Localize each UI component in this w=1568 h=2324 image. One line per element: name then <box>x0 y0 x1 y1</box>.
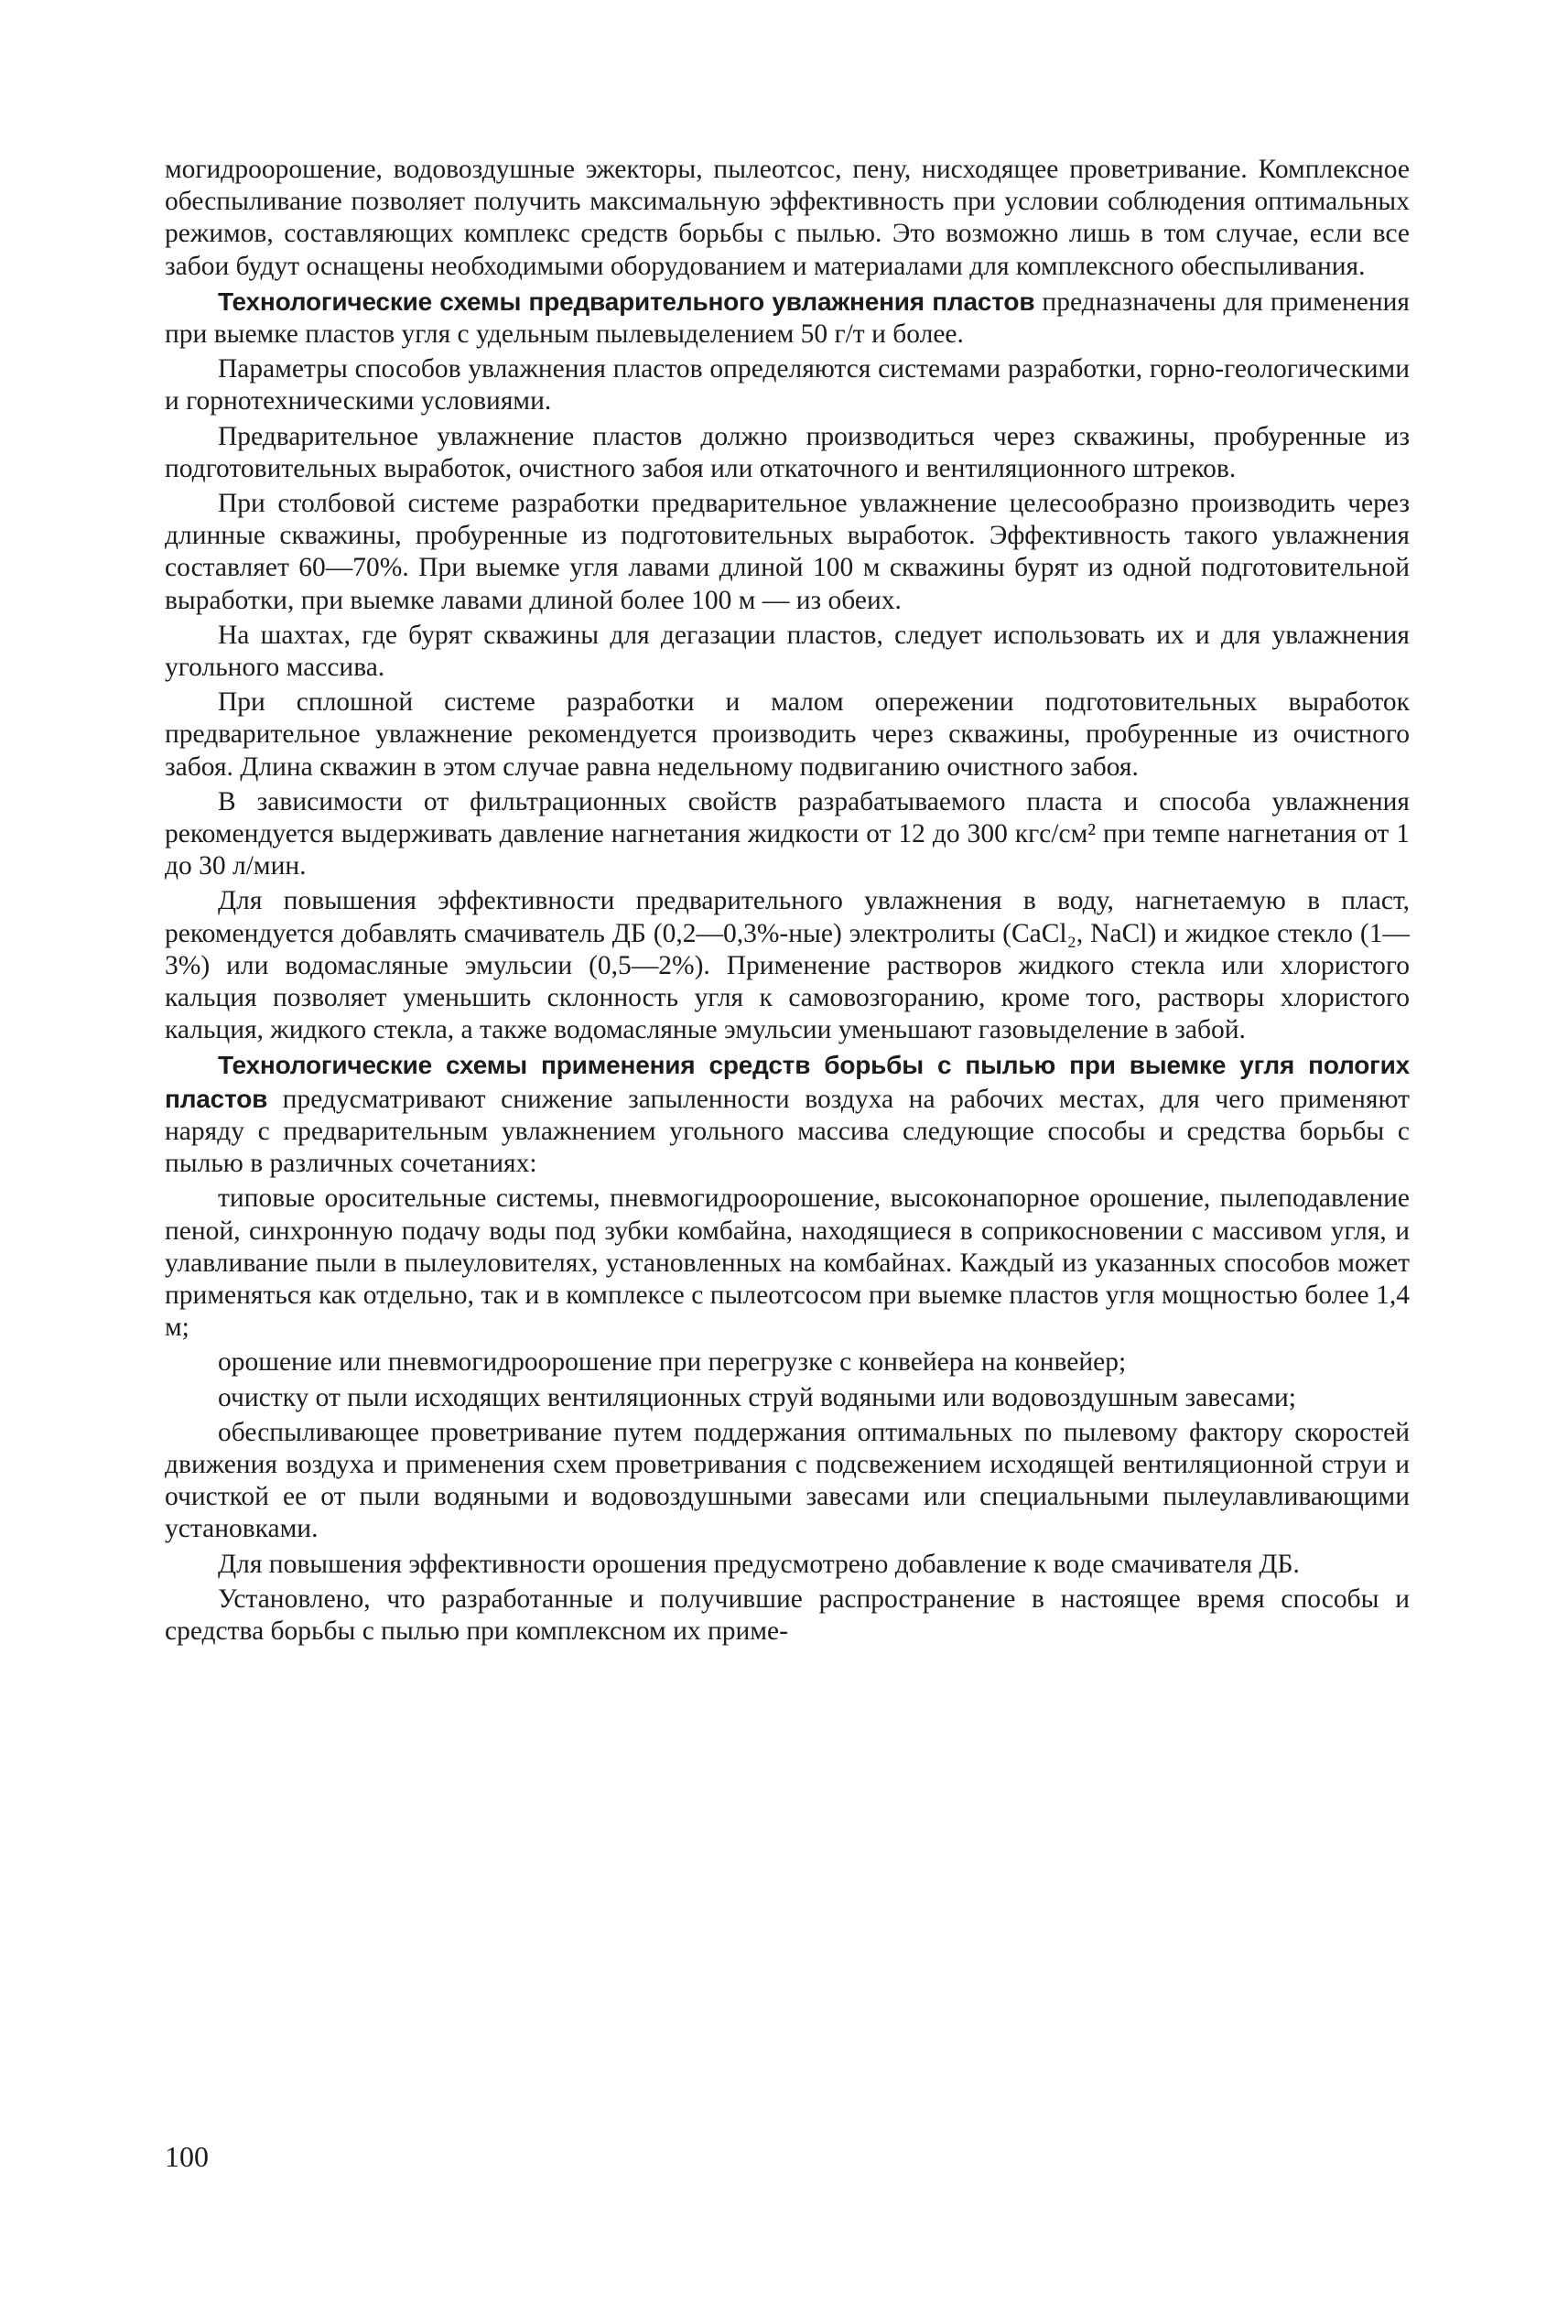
paragraph-wells <box>165 421 1410 485</box>
paragraph-continuous-system <box>165 686 1410 784</box>
paragraph-injection-pressure <box>165 786 1410 883</box>
paragraph-text: Для повышения эффективности орошения предусмотрено добавление к воде смачивателя ДБ. <box>218 1549 1300 1579</box>
paragraph-text: типовые оросительные системы, пневмогидроорошение, высоконапорное орошение, пылеподавление пеной, синхронную подачу воды под зубки комбайна, находящиеся в соприкосновении с массивом угля, и улавливание пыли в пылеуловителях, установленных на комбайнах. Каждый из указанных способов может применяться как отдельно, так и в комплексе с пылеотсосом при выемке пластов угля мощностью более 1,4 м; <box>165 1184 1410 1343</box>
paragraph-text: При столбовой системе разработки предварительное увлажнение целесообразно производить через длинные скважины, пробуренные из подготовительных выработок. Эффективность такого увлажнения составляет 60—70%. При выемке угля лавами длиной 100 м скважины бурят из одной подготовительной выработки, при выемке лавами длиной более 100 м — из обеих. <box>165 489 1410 615</box>
paragraph-text: предусматривают снижение запыленности воздуха на рабочих местах, для чего применяют наряду с предварительным увлажнением угольного массива следующие способы и средства борьбы с пылью в различных сочетаниях: <box>165 1084 1410 1179</box>
paragraph-wetting-agent <box>165 1549 1410 1581</box>
paragraph-text: В зависимости от фильтрационных свойств разрабатываемого пласта и способа увлажнения рекомендуется выдерживать давление нагнетания жидкости от 12 до 300 кгс/см² при темпе нагнетания от 1 до 30 л/мин. <box>165 786 1410 881</box>
paragraph-text: Установлено, что разработанные и получившие распространение в настоящее время способы и средства борьбы с пылью при комплексном их приме- <box>165 1584 1410 1646</box>
paragraph-continuation <box>165 154 1410 283</box>
paragraph-pillar-system <box>165 488 1410 617</box>
paragraph-text: обеспыливающее проветривание путем поддержания оптимальных по пылевому фактору скоростей движения воздуха и применения схем проветривания с подсвежением исходящей вентиляционной струи и очисткой ее от пыли водяными и водовоздушными завесами или специальными пылеулавливающими установками. <box>165 1417 1410 1544</box>
page-number: 100 <box>165 2140 209 2173</box>
run-in-heading: Технологические схемы применения средств борьбы с пылью при выемке угля пологих пластов <box>165 1051 1410 1113</box>
paragraph-text: орошение или пневмогидроорошение при перегрузке с конвейера на конвейер; <box>218 1347 1127 1378</box>
paragraph-text: На шахтах, где бурят скважины для дегазации пластов, следует использовать их и для увлажнения угольного массива. <box>165 620 1410 683</box>
paragraph-text: При сплошной системе разработки и малом опережении подготовительных выработок предварительное увлажнение рекомендуется производить через скважины, пробуренные из очистного забоя. Длина скважин в этом случае равна недельному подвиганию очистного забоя. <box>165 687 1410 782</box>
paragraph-text: Предварительное увлажнение пластов должно производиться через скважины, пробуренные из подготовительных выработок, очистного забоя или откаточного и вентиляционного штреков. <box>165 421 1410 483</box>
text-column <box>165 154 1410 1648</box>
paragraph-degassing-wells <box>165 620 1410 684</box>
paragraph-text: Для повышения эффективности предварительного увлажнения в воду, нагнетаемую в пласт, рекомендуется добавлять смачиватель ДБ (0,2—0,3%-ные) электролиты (CaCl₂, NaCl) и жидкое стекло (1—3%) или водомасляные эмульсии (0,5—2%). Применение растворов жидкого стекла или хлористого кальция позволяет уменьшить склонность угля к самовозгоранию, кроме того, растворы хлористого кальция, жидкого стекла, а также водомасляные эмульсии уменьшают газовыделение в забой. <box>165 886 1410 1045</box>
list-item-conveyor-irrigation <box>165 1346 1410 1378</box>
paragraph-text: могидроорошение, водовоздушные эжекторы, пылеотсос, пену, нисходящее проветривание. Комплексное обеспыливание позволяет получить максимальную эффективность при условии соблюдения оптимальных режимов, составляющих комплекс средств борьбы с пылью. Это возможно лишь в том случае, если все забои будут оснащены необходимыми оборудованием и материалами для комплексного обеспыливания. <box>165 155 1410 281</box>
list-item-irrigation-systems <box>165 1183 1410 1344</box>
paragraph-text: предназначены для применения при выемке пластов угля с удельным пылевыделением 50 г/т и более. <box>165 286 1410 350</box>
paragraph-additives <box>165 885 1410 1046</box>
paragraph-text: очистку от пыли исходящих вентиляционных струй водяными или водовоздушным завесами; <box>218 1382 1296 1412</box>
paragraph-dust-control-schemes <box>165 1049 1410 1180</box>
paragraph-text: Параметры способов увлажнения пластов определяются системами разработки, горно-геологическими и горнотехническими условиями. <box>165 354 1410 416</box>
paragraph-moistening-schemes <box>165 286 1410 351</box>
list-item-ventilation <box>165 1417 1410 1546</box>
paragraph-conclusion <box>165 1584 1410 1648</box>
run-in-heading: Технологические схемы предварительного увлажнения пластов <box>218 286 1035 316</box>
list-item-water-curtains <box>165 1382 1410 1414</box>
paragraph-parameters <box>165 353 1410 417</box>
